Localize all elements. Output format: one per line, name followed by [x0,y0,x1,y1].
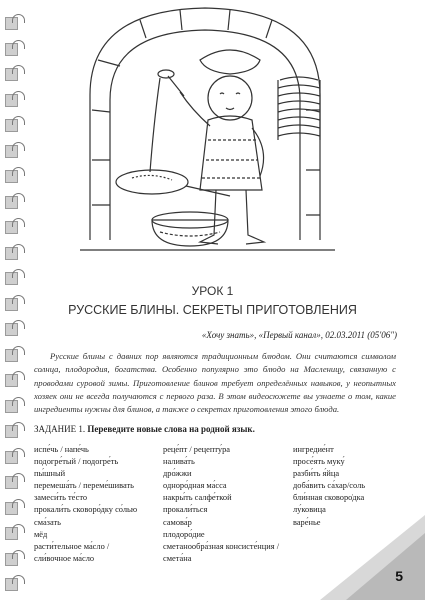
vocabulary-item: бли́нная сковорo̍дка [293,493,365,503]
vocabulary-item: дро́жжи [163,469,192,479]
binding-wire [12,575,25,584]
task-heading [34,424,255,434]
vocabulary-item: просе́ять муку́ [293,457,345,467]
pancake-cook-illustration [80,0,335,270]
vocabulary-item: варе́нье [293,517,321,527]
binding-wire [12,524,25,533]
vocabulary-item: прокали́ть сковоро́дку со́лью [34,505,138,515]
binding-wire [12,167,25,176]
binding-ring [3,424,25,438]
binding-wire [12,550,25,559]
vocabulary-item: самова́р [163,517,192,527]
vocabulary-item: перемеша́ть / переме́шивать [34,481,134,491]
vocabulary-item: мёд [34,529,48,539]
binding-ring [3,195,25,209]
task-number: ЗАДАНИЕ 1. [34,424,86,434]
vocabulary-item: сли́вочное ма́сло [34,553,95,563]
vocabulary-item: реце́пт / рецепту́ра [163,445,230,454]
vocabulary-item: смета́на [163,553,192,563]
binding-ring [3,246,25,260]
source-line: «Хочу знать», «Первый канал», 02.03.2011 (05'06") [201,330,397,340]
binding-ring [3,399,25,413]
binding-wire [12,346,25,355]
vocabulary-item: пы́шный [34,469,66,479]
binding-ring [3,144,25,158]
binding-wire [12,244,25,253]
binding-ring [3,577,25,591]
vocabulary-item: одноро́дная ма́сса [163,481,227,491]
binding-wire [12,499,25,508]
vocabulary-item: подогре́тый / подогре́ть [34,457,119,467]
binding-ring [3,67,25,81]
vocabulary-item: плодоро́дие [163,529,205,539]
vocabulary-item: расти́тельное ма́сло / [34,541,110,551]
binding-wire [12,320,25,329]
binding-ring [3,450,25,464]
intro-paragraph: Русские блины с давних пор являются традиционным блюдом. Они считаются символом солнца, плодородия, богатства. Особенно популярно это блюдо на Масленицу, связанную с проводами суровой зимы. Приготовление блинов требует определённых навыков, у неопытных хозяек они не всегда получаются с первого раза. В этом видеосюжете вы узнаете о том, какие ингредиенты нужны для блинов, а также о секретах приготовления этого блюда. [34,351,396,415]
vocabulary-item: испе́чь / напе́чь [34,445,89,454]
binding-ring [3,93,25,107]
binding-ring [3,220,25,234]
vocabulary-item: доба́вить са́хар/соль [293,481,366,491]
vocabulary-item: замеси́ть те́сто [34,493,88,503]
lesson-label: УРОК 1 [191,284,234,298]
binding-wire [12,65,25,74]
binding-ring [3,475,25,489]
vocabulary-item: налива́ть [163,457,195,467]
binding-wire [12,397,25,406]
binding-ring [3,271,25,285]
binding-wire [12,193,25,202]
binding-ring [3,348,25,362]
task-instruction: Переведите новые слова на родной язык. [87,424,255,434]
page-corner-decoration [320,515,425,600]
binding-ring [3,322,25,336]
vocabulary-item: ингредие́нт [293,445,334,454]
vocabulary-item: накры́ть салфе́ткой [163,493,232,503]
binding-ring [3,16,25,30]
binding-wire [12,14,25,23]
binding-wire [12,473,25,482]
binding-ring [3,42,25,56]
binding-wire [12,269,25,278]
lesson-title: РУССКИЕ БЛИНЫ. СЕКРЕТЫ ПРИГОТОВЛЕНИЯ [68,303,357,317]
vocabulary-item: сма́зать [34,517,61,527]
binding-wire [12,116,25,125]
binding-wire [12,371,25,380]
vocabulary-item: лу́ковица [293,505,326,515]
binding-wire [12,448,25,457]
vocabulary-column-2 [163,444,279,565]
vocabulary-item: сметанообра́зная консисте́нция / [163,541,280,551]
binding-ring [3,552,25,566]
binding-ring [3,373,25,387]
page-number: 5 [395,568,403,584]
vocabulary-column-1 [34,444,137,565]
binding-wire [12,40,25,49]
binding-ring [3,118,25,132]
binding-wire [12,422,25,431]
binding-wire [12,91,25,100]
spiral-binding [3,0,25,600]
binding-ring [3,526,25,540]
binding-ring [3,501,25,515]
binding-wire [12,218,25,227]
binding-wire [12,142,25,151]
vocabulary-item: разби́ть я́йца [293,469,340,479]
vocabulary-item: прокали́ться [163,505,208,515]
binding-ring [3,169,25,183]
